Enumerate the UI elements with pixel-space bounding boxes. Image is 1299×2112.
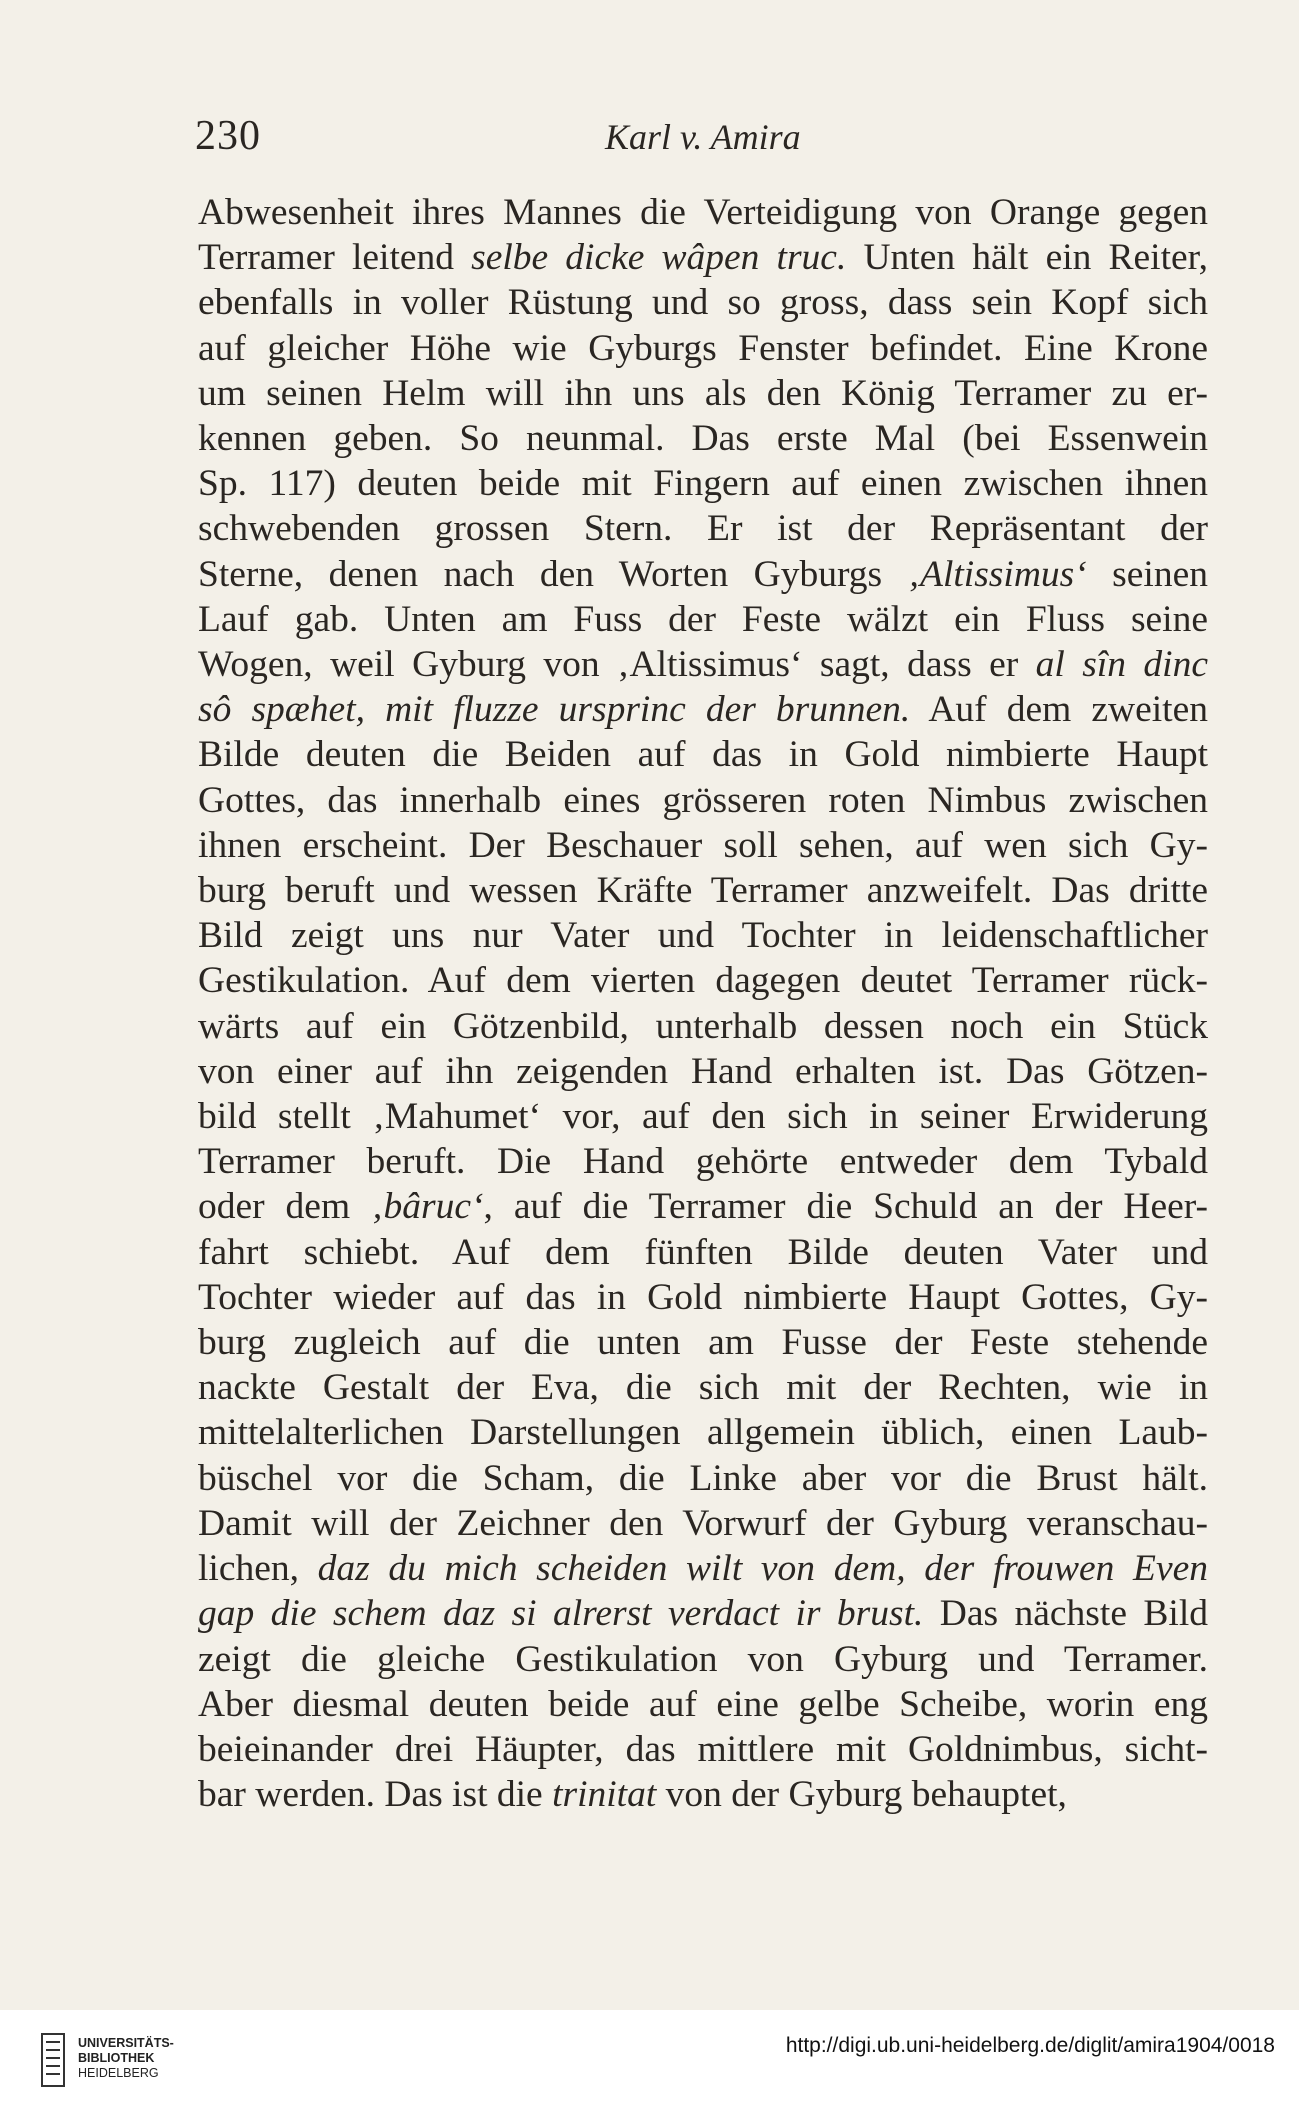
running-head: Karl v. Amira [605, 117, 801, 157]
text-line [198, 1410, 1208, 1455]
text-run: Sp. 117) deuten beide mit Fingern auf einen zwischen ihnen [198, 463, 1208, 505]
text-line [198, 778, 1208, 823]
text-line [198, 190, 1208, 235]
italic-text: trinitat [552, 1774, 657, 1816]
text-run: ihnen erscheint. Der Beschauer soll sehen, auf wen sich Gy- [198, 824, 1208, 866]
text-line [198, 1230, 1208, 1275]
text-line [198, 1637, 1208, 1682]
text-line [198, 823, 1208, 868]
italic-text: al sîn dinc [1035, 644, 1208, 686]
text-line [198, 642, 1208, 687]
library-name [78, 2036, 174, 2081]
text-line [198, 552, 1208, 597]
text-line [198, 732, 1208, 777]
text-line [198, 326, 1208, 371]
text-line [198, 597, 1208, 642]
library-logo[interactable] [40, 2030, 190, 2100]
italic-text: ‚bâruc‘ [371, 1186, 484, 1228]
page-header [195, 112, 1205, 172]
text-run: beieinander drei Häupter, das mittlere mit Goldnimbus, sicht- [198, 1728, 1208, 1770]
text-run: Terramer beruft. Die Hand gehörte entweder dem Tybald [198, 1141, 1208, 1183]
text-run: Auf dem zweiten [910, 689, 1208, 731]
text-run: Bilde deuten die Beiden auf das in Gold nimbierte Haupt [198, 734, 1208, 776]
text-line [198, 1546, 1208, 1591]
library-name-line-2: BIBLIOTHEK [78, 2051, 155, 2065]
text-run: Terramer leitend [198, 237, 472, 279]
text-line [198, 868, 1208, 913]
text-line [198, 1320, 1208, 1365]
italic-text: ‚Altissimus‘ [907, 553, 1087, 595]
text-line [198, 1275, 1208, 1320]
text-line [198, 687, 1208, 732]
text-line [198, 958, 1208, 1003]
library-name-line-3: HEIDELBERG [78, 2066, 159, 2080]
text-run: bar werden. Das ist die [198, 1774, 553, 1816]
text-line [198, 416, 1208, 461]
text-line [198, 280, 1208, 325]
italic-text: daz du mich scheiden wilt von dem, der frouwen Even [317, 1548, 1208, 1590]
library-name-line-1: UNIVERSITÄTS- [78, 2036, 174, 2050]
text-run: seinen [1086, 553, 1208, 595]
footer [0, 2010, 1299, 2112]
text-run: oder dem [198, 1186, 372, 1228]
text-run: bild stellt ‚Mahumet‘ vor, auf den sich in seiner Erwiderung [198, 1096, 1208, 1138]
text-line [198, 1365, 1208, 1410]
text-line [198, 1139, 1208, 1184]
text-line [198, 461, 1208, 506]
text-run: burg zugleich auf die unten am Fusse der Feste stehende [198, 1322, 1208, 1364]
library-seal-icon [40, 2032, 68, 2088]
text-line [198, 1049, 1208, 1094]
text-run: schwebenden grossen Stern. Er ist der Repräsentant der [198, 508, 1208, 550]
text-run: Lauf gab. Unten am Fuss der Feste wälzt ein Fluss seine [198, 598, 1208, 640]
text-run: Gestikulation. Auf dem vierten dagegen deutet Terramer rück- [198, 960, 1208, 1002]
text-run: , auf die Terramer die Schuld an der Heer- [483, 1186, 1208, 1228]
text-line [198, 235, 1208, 280]
text-line [198, 506, 1208, 551]
text-line [198, 1772, 1208, 1817]
permalink-url[interactable]: http://digi.ub.uni-heidelberg.de/diglit/amira1904/0018 [785, 2034, 1275, 2057]
italic-text: gap die schem daz si alrerst verdact ir brust. [198, 1593, 924, 1635]
italic-text: sô spæhet, mit fluzze ursprinc der brunnen. [198, 689, 911, 731]
text-run: mittelalterlichen Darstellungen allgemein üblich, einen Laub- [198, 1412, 1208, 1454]
text-run: zeigt die gleiche Gestikulation von Gyburg und Terramer. [198, 1638, 1208, 1680]
text-run: um seinen Helm will ihn uns als den König Terramer zu er- [198, 372, 1208, 414]
text-line [198, 1004, 1208, 1049]
text-run: fahrt schiebt. Auf dem fünften Bilde deuten Vater und [198, 1231, 1208, 1273]
text-run: Wogen, weil Gyburg von ‚Altissimus‘ sagt, dass er [198, 644, 1036, 686]
text-run: Damit will der Zeichner den Vorwurf der Gyburg veranschau- [198, 1502, 1208, 1544]
text-run: lichen, [198, 1548, 318, 1590]
text-run: Das nächste Bild [923, 1593, 1208, 1635]
text-line [198, 1591, 1208, 1636]
text-line [198, 1184, 1208, 1229]
text-line [198, 1501, 1208, 1546]
text-run: Tochter wieder auf das in Gold nimbierte Haupt Gottes, Gy- [198, 1276, 1208, 1318]
text-run: Unten hält ein Reiter, [846, 237, 1208, 279]
text-run: wärts auf ein Götzenbild, unterhalb dessen noch ein Stück [198, 1005, 1208, 1047]
text-run: von einer auf ihn zeigenden Hand erhalten ist. Das Götzen- [198, 1050, 1208, 1092]
text-run: Gottes, das innerhalb eines grösseren roten Nimbus zwischen [198, 779, 1208, 821]
text-line [198, 1727, 1208, 1772]
text-run: büschel vor die Scham, die Linke aber vor die Brust hält. [198, 1457, 1208, 1499]
text-run: burg beruft und wessen Kräfte Terramer anzweifelt. Das dritte [198, 870, 1208, 912]
text-run: auf gleicher Höhe wie Gyburgs Fenster befindet. Eine Krone [198, 327, 1208, 369]
text-run: ebenfalls in voller Rüstung und so gross, dass sein Kopf sich [198, 282, 1208, 324]
text-line [198, 1094, 1208, 1139]
text-line [198, 1682, 1208, 1727]
text-run: Aber diesmal deuten beide auf eine gelbe Scheibe, worin eng [198, 1683, 1208, 1725]
text-run: kennen geben. So neunmal. Das erste Mal (bei Essenwein [198, 418, 1208, 460]
text-run: von der Gyburg behauptet, [656, 1774, 1067, 1816]
text-line [198, 1456, 1208, 1501]
page-number: 230 [195, 113, 261, 159]
text-run: Bild zeigt uns nur Vater und Tochter in leidenschaftlicher [198, 915, 1208, 957]
text-run: nackte Gestalt der Eva, die sich mit der Rechten, wie in [198, 1367, 1208, 1409]
text-run: Abwesenheit ihres Mannes die Verteidigung von Orange gegen [198, 192, 1208, 233]
text-line [198, 913, 1208, 958]
text-run: Sterne, denen nach den Worten Gyburgs [198, 553, 908, 595]
italic-text: selbe dicke wâpen truc. [471, 237, 847, 279]
body-text [198, 190, 1208, 1817]
text-line [198, 371, 1208, 416]
